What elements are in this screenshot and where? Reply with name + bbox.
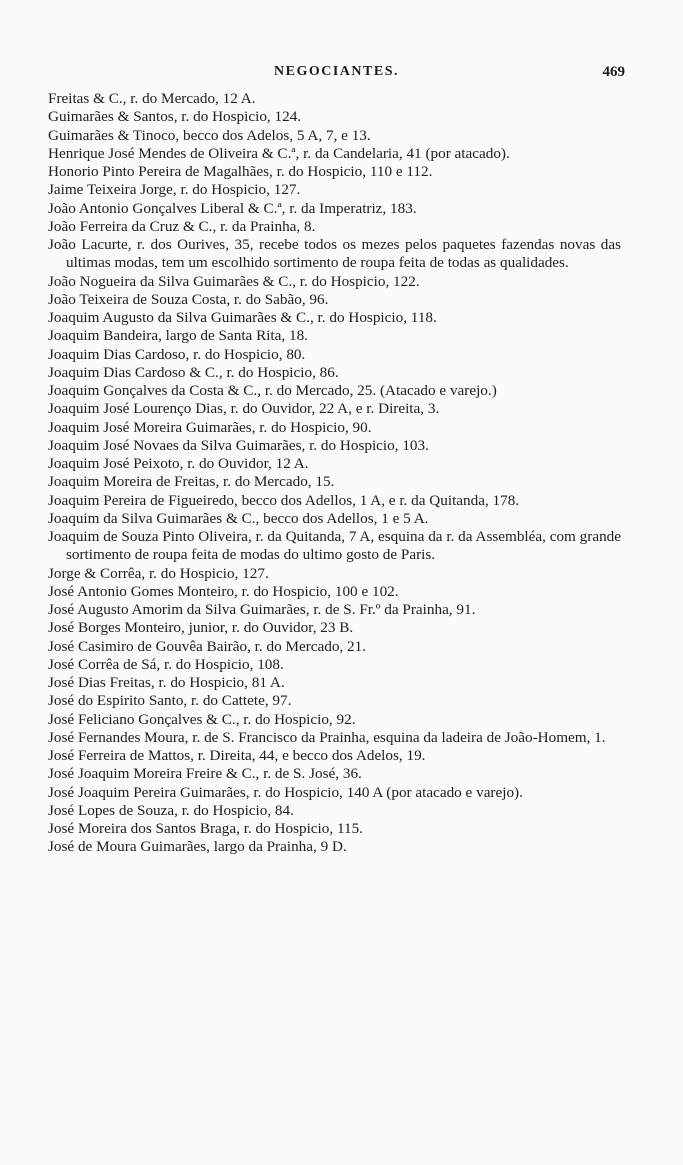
list-item: Freitas & C., r. do Mercado, 12 A. bbox=[48, 90, 256, 107]
list-item: Joaquim José Peixoto, r. do Ouvidor, 12 A. bbox=[48, 455, 309, 472]
list-item: Joaquim Moreira de Freitas, r. do Mercado, 15. bbox=[48, 473, 335, 491]
list-item: José Fernandes Moura, r. de S. Francisco da Prainha, esquina da ladeira de João-Homem, 1. bbox=[48, 728, 606, 746]
list-item: José Lopes de Souza, r. do Hospicio, 84. bbox=[48, 801, 294, 819]
list-item: Henrique José Mendes de Oliveira & C.ª, r. da Candelaria, 41 (por atacado). bbox=[48, 144, 510, 162]
list-item: José Borges Monteiro, junior, r. do Ouvidor, 23 B. bbox=[48, 619, 354, 637]
list-item: Joaquim Pereira de Figueiredo, becco dos Adellos, 1 A, e r. da Quitanda, 178. bbox=[48, 491, 520, 509]
merchant-list bbox=[48, 90, 621, 857]
list-item: Joaquim José Lourenço Dias, r. do Ouvidor, 22 A, e r. Direita, 3. bbox=[48, 400, 440, 418]
page-header bbox=[48, 64, 625, 84]
section-title: NEGOCIANTES. bbox=[274, 64, 399, 79]
list-item: José Feliciano Gonçalves & C., r. do Hospicio, 92. bbox=[48, 710, 356, 728]
list-item: Joaquim Dias Cardoso & C., r. do Hospicio, 86. bbox=[48, 363, 339, 381]
list-item: Guimarães & Santos, r. do Hospicio, 124. bbox=[48, 108, 302, 126]
list-item: José Joaquim Moreira Freire & C., r. de S. José, 36. bbox=[48, 765, 362, 783]
list-item: José do Espirito Santo, r. do Cattete, 97. bbox=[48, 692, 292, 710]
page-number: 469 bbox=[602, 64, 625, 80]
list-item: João Ferreira da Cruz & C., r. da Prainha, 8. bbox=[48, 217, 316, 235]
list-item: José Joaquim Pereira Guimarães, r. do Hospicio, 140 A (por atacado e varejo). bbox=[48, 783, 523, 801]
list-item: José Ferreira de Mattos, r. Direita, 44, e becco dos Adelos, 19. bbox=[48, 747, 426, 764]
list-item: José Dias Freitas, r. do Hospicio, 81 A. bbox=[48, 674, 285, 691]
list-item: Joaquim José Moreira Guimarães, r. do Hospicio, 90. bbox=[48, 418, 372, 436]
list-item: Jorge & Corrêa, r. do Hospicio, 127. bbox=[48, 564, 269, 582]
list-item: José Antonio Gomes Monteiro, r. do Hospicio, 100 e 102. bbox=[48, 582, 399, 600]
list-item: Joaquim Gonçalves da Costa & C., r. do Mercado, 25. (Atacado e varejo.) bbox=[48, 382, 497, 399]
list-item: João Teixeira de Souza Costa, r. do Sabão, 96. bbox=[48, 290, 329, 308]
list-item: João Antonio Gonçalves Liberal & C.ª, r. da Imperatriz, 183. bbox=[48, 199, 417, 217]
list-item: João Lacurte, r. dos Ourives, 35, recebe todos os mezes pelos paquetes fazendas novas das ultimas modas, tem um escolhido sortimento de roupa feita de todas as qualidades. bbox=[48, 236, 621, 272]
list-item: Joaquim Augusto da Silva Guimarães & C., r. do Hospicio, 118. bbox=[48, 309, 437, 326]
list-item: Joaquim Bandeira, largo de Santa Rita, 18. bbox=[48, 327, 308, 345]
list-item: José Augusto Amorim da Silva Guimarães, r. de S. Fr.º da Prainha, 91. bbox=[48, 601, 476, 618]
list-item: Joaquim Dias Cardoso, r. do Hospicio, 80. bbox=[48, 345, 306, 363]
list-item: José Corrêa de Sá, r. do Hospicio, 108. bbox=[48, 655, 284, 673]
list-item: Guimarães & Tinoco, becco dos Adelos, 5 A, 7, e 13. bbox=[48, 126, 371, 144]
list-item: José Moreira dos Santos Braga, r. do Hospicio, 115. bbox=[48, 820, 363, 837]
list-item: Jaime Teixeira Jorge, r. do Hospicio, 127. bbox=[48, 181, 301, 199]
list-item: José Casimiro de Gouvêa Bairão, r. do Mercado, 21. bbox=[48, 637, 367, 655]
list-item: José de Moura Guimarães, largo da Prainha, 9 D. bbox=[48, 838, 347, 856]
list-item: Joaquim José Novaes da Silva Guimarães, r. do Hospicio, 103. bbox=[48, 436, 429, 454]
list-item: Honorio Pinto Pereira de Magalhães, r. do Hospicio, 110 e 112. bbox=[48, 163, 433, 180]
list-item: Joaquim da Silva Guimarães & C., becco dos Adellos, 1 e 5 A. bbox=[48, 509, 429, 527]
list-item: João Nogueira da Silva Guimarães & C., r. do Hospicio, 122. bbox=[48, 272, 420, 290]
list-item: Joaquim de Souza Pinto Oliveira, r. da Quitanda, 7 A, esquina da r. da Assembléa, com grande sortimento de roupa feita de modas do ultimo gosto de Paris. bbox=[48, 528, 621, 564]
